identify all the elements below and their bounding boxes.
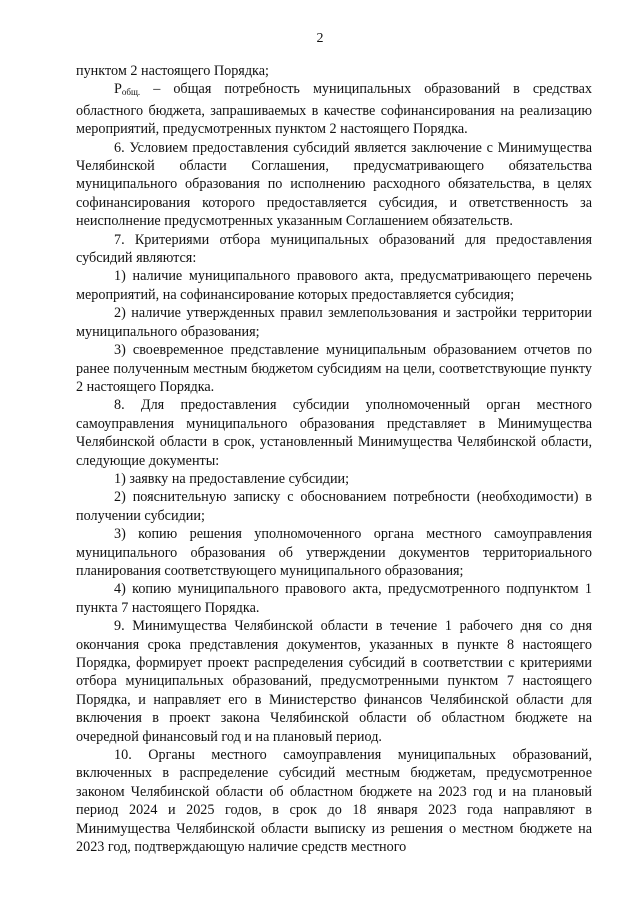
page-number: 2: [316, 31, 324, 46]
paragraph-item-7: 7. Критериями отбора муниципальных образований для предоставления субсидий являются:: [76, 231, 592, 267]
paragraph-item-7-1: 1) наличие муниципального правового акта, предусматривающего перечень мероприятий, на софинансирование которых предоставляется субсидия;: [76, 268, 592, 303]
formula-symbol: P: [114, 81, 122, 98]
paragraph-p-total-definition: [76, 80, 592, 138]
paragraph-item-8-2: 2) пояснительную записку с обоснованием потребности (необходимости) в получении субсидии;: [76, 489, 592, 524]
paragraph-item-7-3: 3) своевременное представление муниципальным образованием отчетов по ранее полученным местным бюджетом субсидиям на цели, соответствующие пункту 2 настоящего Порядка.: [76, 342, 592, 395]
formula-subscript: общ.: [121, 87, 141, 98]
paragraph-item-8-4: 4) копию муниципального правового акта, предусмотренного подпунктом 1 пункта 7 настоящего Порядка.: [76, 581, 592, 616]
formula-definition-text: – общая потребность муниципальных образований в средствах областного бюджета, запрашиваемых в качестве софинансирования на реализацию мероприятий, предусмотренных пунктом 2 настоящего Порядка.: [76, 81, 592, 138]
paragraph-continuation: пунктом 2 настоящего Порядка;: [76, 63, 269, 79]
paragraph-item-8-1: 1) заявку на предоставление субсидии;: [114, 470, 350, 487]
paragraph-item-8: 8. Для предоставления субсидии уполномоченный орган местного самоуправления муниципального образования представляет в Минимущества Челябинской области в срок, установленный Минимущества Челябинской области, следующие документы:: [76, 397, 592, 469]
paragraph-item-8-3: 3) копию решения уполномоченного органа местного самоуправления муниципального образования об утверждении документов территориального планирования соответствующего муниципального образования;: [76, 526, 592, 579]
paragraph-item-9: 9. Минимущества Челябинской области в течение 1 рабочего дня со дня окончания срока представления документов, указанных в пункте 8 настоящего Порядка, формирует проект распределения субсидий в соответствии с критериями отбора муниципальных образований, предусмотренными пунктом 7 настоящего Порядка, и направляет его в Министерство финансов Челябинской области для включения в проект закона Челябинской области об областном бюджете на очередной финансовый год и на плановый период.: [76, 618, 592, 745]
paragraph-item-10: 10. Органы местного самоуправления муниципальных образований, включенных в распределение субсидий местным бюджетам, предусмотренное законом Челябинской области об областном бюджете на 2023 год и на плановый период 2024 и 2025 годов, в срок до 18 января 2023 года направляют в Минимущества Челябинской области выписку из решения о местном бюджете на 2023 год, подтверждающую наличие средств местного: [76, 747, 592, 856]
paragraph-item-6: 6. Условием предоставления субсидий является заключение с Минимущества Челябинской области Соглашения, предусматривающего обязательства муниципального образования по исполнению расходного обязательства, в целях софинансирования которого предоставляется субсидия, и ответственность за неисполнение предусмотренных указанным Соглашением обязательств.: [76, 139, 592, 230]
document-body: [76, 62, 592, 856]
paragraph-item-7-2: 2) наличие утвержденных правил землепользования и застройки территории муниципального образования;: [76, 305, 592, 340]
